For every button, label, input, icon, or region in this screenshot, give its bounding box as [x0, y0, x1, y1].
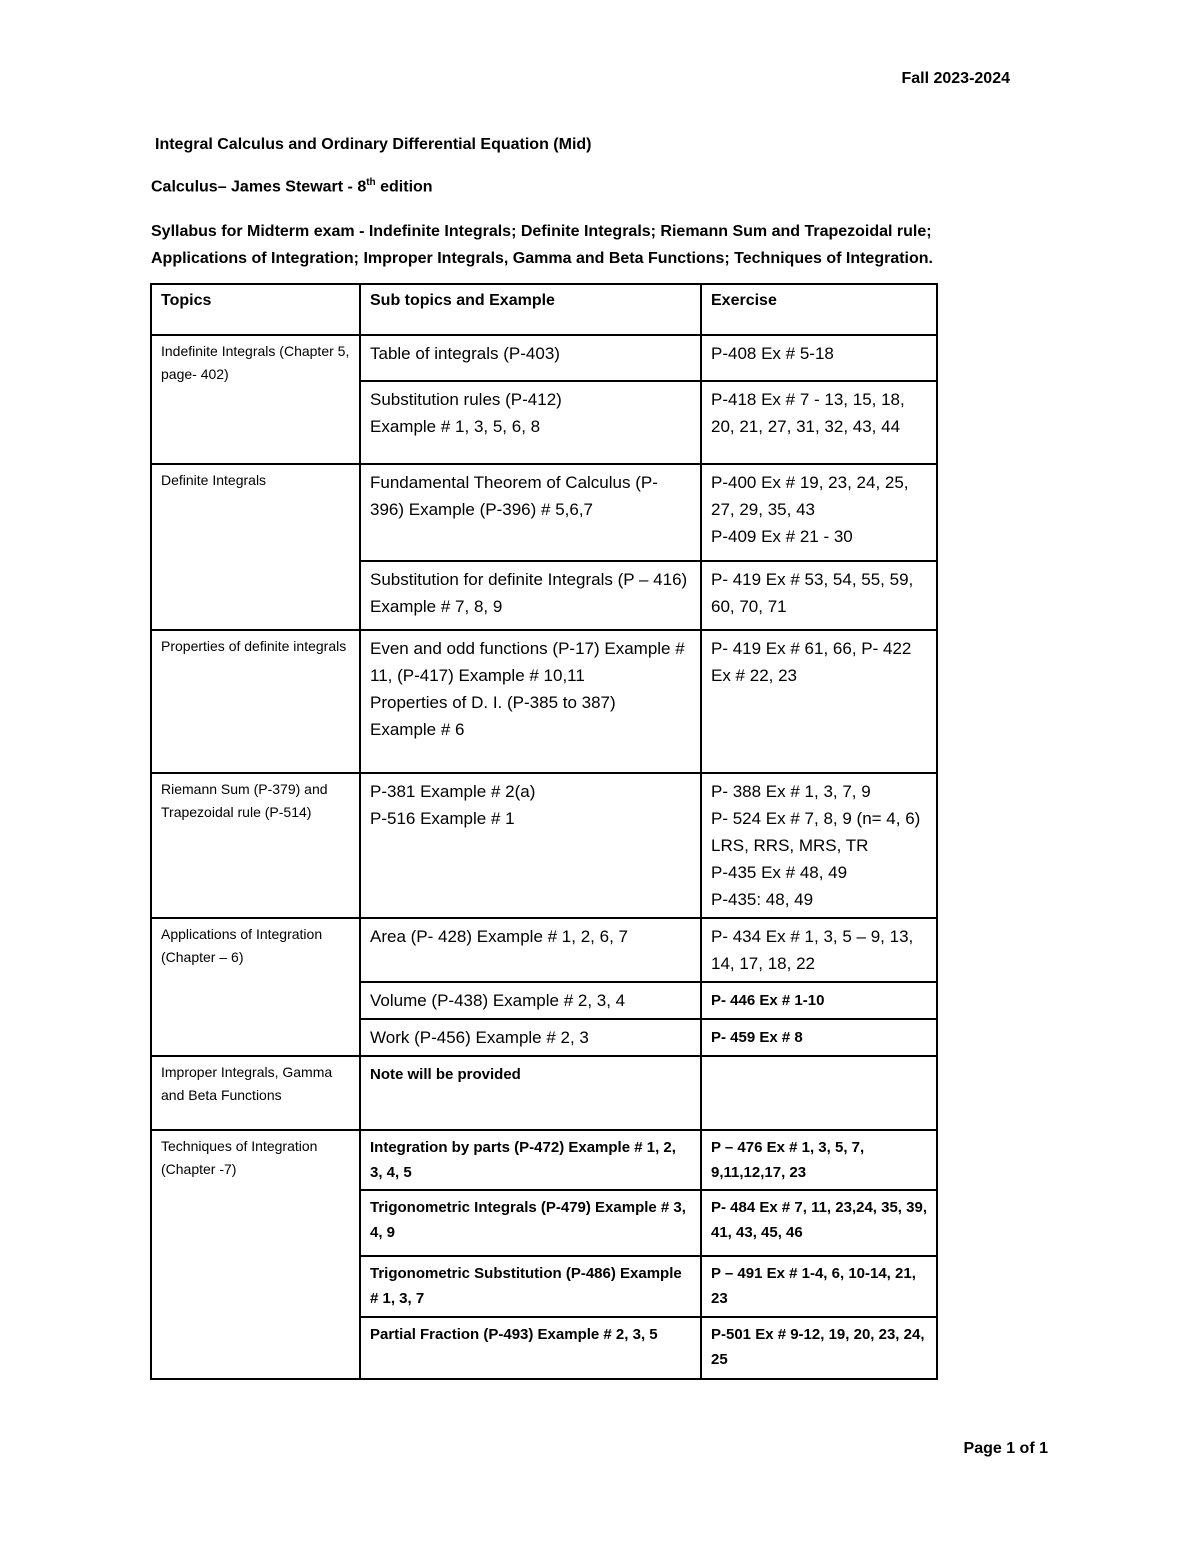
topic-cell: Riemann Sum (P-379) and Trapezoidal rule (P-514): [151, 773, 360, 918]
exercise-line: P- 459 Ex # 8: [711, 1029, 803, 1046]
subtopic-line: Table of integrals (P-403): [370, 344, 560, 363]
term-label: Fall 2023-2024: [901, 70, 1010, 87]
subtopic-cell: [360, 464, 701, 561]
textbook-prefix: Calculus– James Stewart - 8: [151, 178, 367, 196]
subtopic-cell: [360, 1130, 701, 1190]
exercise-line: P-501 Ex # 9-12, 19, 20, 23, 24, 25: [711, 1326, 925, 1368]
subtopic-cell: [360, 1317, 701, 1379]
subtopic-line: P-516 Example # 1: [370, 809, 515, 828]
exercise-line: P – 476 Ex # 1, 3, 5, 7, 9,11,12,17, 23: [711, 1139, 865, 1181]
subtopic-line: Example # 1, 3, 5, 6, 8: [370, 417, 541, 436]
table-row: [151, 464, 937, 561]
table-row: [151, 1056, 937, 1130]
exercise-cell: [701, 464, 937, 561]
subtopic-line: Volume (P-438) Example # 2, 3, 4: [370, 991, 626, 1010]
exercise-line: P-418 Ex # 7 - 13, 15, 18, 20, 21, 27, 31, 32, 43, 44: [711, 390, 905, 436]
subtopic-cell: [360, 1256, 701, 1317]
subtopic-cell: [360, 1019, 701, 1056]
subtopic-cell: [360, 381, 701, 464]
exercise-line: P- 388 Ex # 1, 3, 7, 9: [711, 782, 871, 801]
exercise-cell: [701, 1190, 937, 1256]
topic-cell: Definite Integrals: [151, 464, 360, 630]
exercise-line: P- 434 Ex # 1, 3, 5 – 9, 13, 14, 17, 18, 22: [711, 927, 914, 973]
exercise-cell: [701, 1130, 937, 1190]
exercise-line: P- 419 Ex # 61, 66, P- 422 Ex # 22, 23: [711, 639, 912, 685]
syllabus-summary: Syllabus for Midterm exam - Indefinite Integrals; Definite Integrals; Riemann Sum and Trapezoidal rule; Applications of Integration; Improper Integrals, Gamma and Beta Functions; Techniques of Integration.: [151, 223, 933, 267]
topic-cell: Applications of Integration (Chapter – 6): [151, 918, 360, 1056]
exercise-line: P-409 Ex # 21 - 30: [711, 527, 853, 546]
exercise-cell: [701, 773, 937, 918]
syllabus-table: [150, 283, 938, 1380]
subtopic-line: Substitution for definite Integrals (P – 416) Example # 7, 8, 9: [370, 570, 688, 616]
topic-cell: Indefinite Integrals (Chapter 5, page- 402): [151, 335, 360, 464]
exercise-cell: [701, 381, 937, 464]
exercise-cell: [701, 918, 937, 982]
table-row: [151, 918, 937, 982]
exercise-line: P – 491 Ex # 1-4, 6, 10-14, 21, 23: [711, 1265, 916, 1307]
subtopic-cell: [360, 982, 701, 1019]
exercise-cell: [701, 1317, 937, 1379]
header-exercise: Exercise: [701, 284, 937, 335]
subtopic-line: Even and odd functions (P-17) Example # 11, (P-417) Example # 10,11: [370, 639, 685, 685]
subtopic-line: Area (P- 428) Example # 1, 2, 6, 7: [370, 927, 628, 946]
textbook-suffix: edition: [375, 178, 433, 196]
exercise-line: P-408 Ex # 5-18: [711, 344, 834, 363]
exercise-cell: [701, 335, 937, 381]
subtopic-line: Note will be provided: [370, 1066, 521, 1083]
subtopic-line: Work (P-456) Example # 2, 3: [370, 1028, 589, 1047]
subtopic-line: Example # 6: [370, 720, 465, 739]
exercise-line: P- 419 Ex # 53, 54, 55, 59, 60, 70, 71: [711, 570, 914, 616]
subtopic-line: Substitution rules (P-412): [370, 390, 562, 409]
exercise-cell: [701, 1056, 937, 1130]
subtopic-line: Partial Fraction (P-493) Example # 2, 3, 5: [370, 1326, 658, 1343]
subtopic-line: Trigonometric Integrals (P-479) Example # 3, 4, 9: [370, 1199, 686, 1241]
table-row: [151, 1130, 937, 1190]
exercise-cell: [701, 630, 937, 773]
exercise-line: P- 446 Ex # 1-10: [711, 992, 825, 1009]
document-title: Integral Calculus and Ordinary Differential Equation (Mid): [155, 136, 592, 153]
page-number: Page 1 of 1: [963, 1440, 1048, 1457]
table-row: [151, 335, 937, 381]
exercise-cell: [701, 1256, 937, 1317]
textbook-line: [151, 177, 433, 196]
subtopic-line: P-381 Example # 2(a): [370, 782, 536, 801]
exercise-cell: [701, 561, 937, 630]
table-row: [151, 630, 937, 773]
subtopic-cell: [360, 1190, 701, 1256]
subtopic-line: Trigonometric Substitution (P-486) Example # 1, 3, 7: [370, 1265, 682, 1307]
exercise-line: P- 484 Ex # 7, 11, 23,24, 35, 39, 41, 43, 45, 46: [711, 1199, 927, 1241]
subtopic-cell: [360, 918, 701, 982]
subtopic-cell: [360, 1056, 701, 1130]
exercise-line: P-435: 48, 49: [711, 890, 814, 909]
edition-superscript: th: [366, 177, 376, 188]
subtopic-cell: [360, 773, 701, 918]
header-topics: Topics: [151, 284, 360, 335]
subtopic-line: Properties of D. I. (P-385 to 387): [370, 693, 616, 712]
exercise-line: P-400 Ex # 19, 23, 24, 25, 27, 29, 35, 43: [711, 473, 909, 519]
subtopic-cell: [360, 561, 701, 630]
exercise-line: P- 524 Ex # 7, 8, 9 (n= 4, 6) LRS, RRS, MRS, TR: [711, 809, 921, 855]
header-subtopics: Sub topics and Example: [360, 284, 701, 335]
subtopic-line: Fundamental Theorem of Calculus (P-396) Example (P-396) # 5,6,7: [370, 473, 658, 519]
subtopic-line: Integration by parts (P-472) Example # 1, 2, 3, 4, 5: [370, 1139, 676, 1181]
exercise-cell: [701, 1019, 937, 1056]
subtopic-cell: [360, 630, 701, 773]
exercise-cell: [701, 982, 937, 1019]
subtopic-cell: [360, 335, 701, 381]
topic-cell: Improper Integrals, Gamma and Beta Functions: [151, 1056, 360, 1130]
topic-cell: Properties of definite integrals: [151, 630, 360, 773]
table-row: [151, 773, 937, 918]
topic-cell: Techniques of Integration (Chapter -7): [151, 1130, 360, 1379]
table-header-row: [151, 284, 937, 335]
exercise-line: P-435 Ex # 48, 49: [711, 863, 848, 882]
